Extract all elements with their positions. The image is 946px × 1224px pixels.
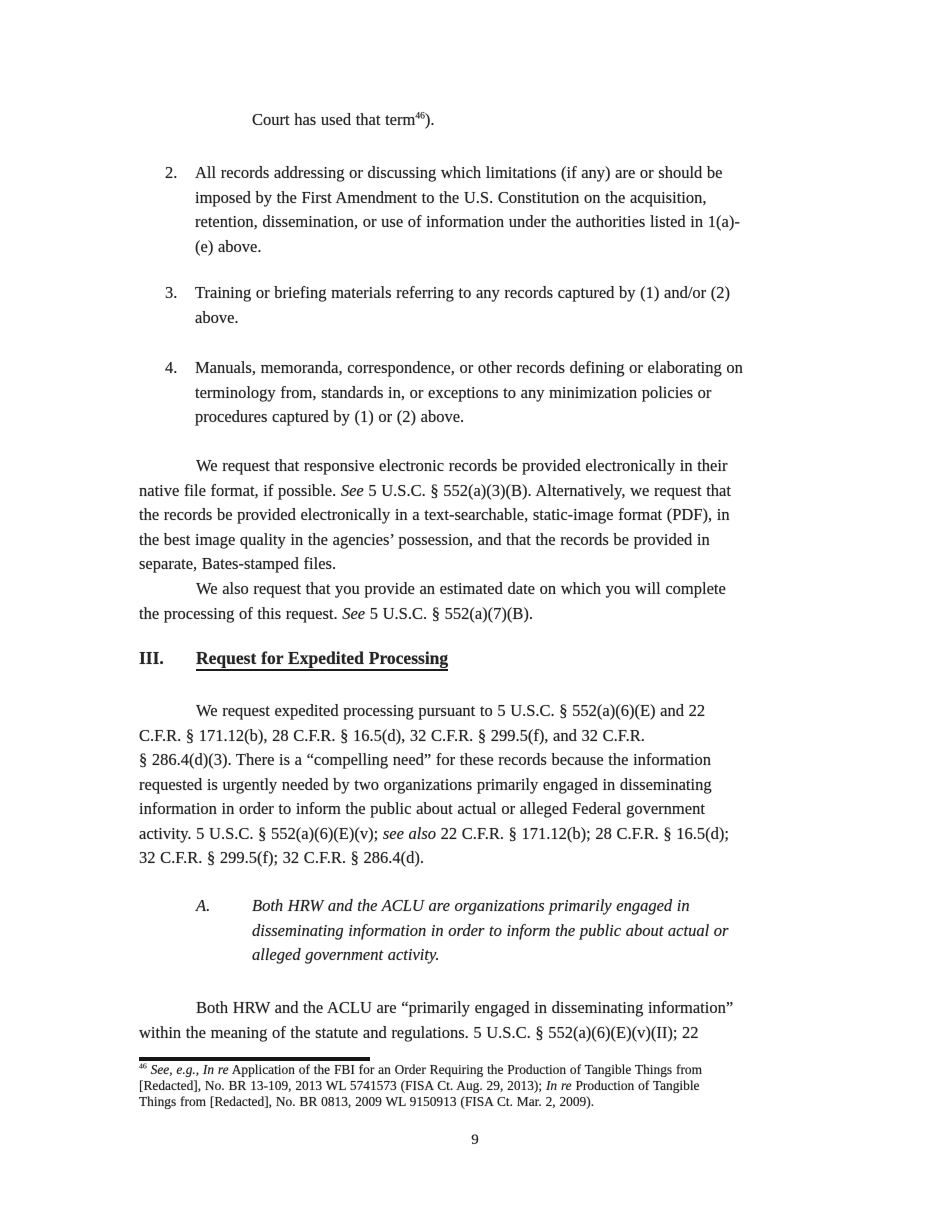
list-item-number: 3.	[165, 283, 178, 302]
list-item-number: 2.	[165, 163, 178, 182]
text-line: requested is urgently needed by two organizations primarily engaged in disseminating	[139, 774, 712, 794]
list-item-number: 4.	[165, 358, 178, 377]
text-line: § 286.4(d)(3). There is a “compelling need” for these records because the information	[139, 750, 711, 769]
text-line: We request that responsive electronic records be provided electronically in their	[196, 456, 728, 475]
footnote-line: Things from [Redacted], No. BR 0813, 2009 WL 9150913 (FISA Ct. Mar. 2, 2009).	[139, 1094, 595, 1110]
text-line: alleged government activity.	[252, 945, 440, 964]
text-line: Both HRW and the ACLU are “primarily engaged in disseminating information”	[196, 998, 734, 1017]
text-line: imposed by the First Amendment to the U.S. Constitution on the acquisition,	[195, 187, 707, 207]
text-line: All records addressing or discussing which limitations (if any) are or should be	[195, 163, 723, 182]
section-number: III.	[139, 648, 164, 668]
text-line: terminology from, standards in, or exceptions to any minimization policies or	[195, 382, 712, 402]
list-item-2	[165, 161, 845, 259]
footnote-line: $^{46}$ See, e.g., In re Application of the FBI for an Order Requiring the Production of Tangible Things from	[139, 1061, 703, 1077]
text-line: the processing of this request. See 5 U.S.C. § 552(a)(7)(B).	[139, 603, 534, 623]
text-line: procedures captured by (1) or (2) above.	[195, 407, 465, 426]
text-line: the records be provided electronically in a text-searchable, static-image format (PDF), in	[139, 505, 730, 524]
text-line: the best image quality in the agencies’ possession, and that the records be provided in	[139, 529, 710, 549]
text-line: separate, Bates-stamped files.	[139, 554, 337, 573]
text-line: Manuals, memoranda, correspondence, or other records defining or elaborating on	[195, 358, 743, 377]
section-heading	[139, 645, 448, 671]
section-title: Request for Expedited Processing	[196, 648, 448, 671]
paragraph-format-request	[139, 454, 829, 577]
text-line: Training or briefing materials referring to any records captured by (1) and/or (2)	[195, 283, 731, 302]
footnote-46	[139, 1062, 829, 1111]
page-number: 9	[471, 1132, 479, 1148]
text-line: 32 C.F.R. § 299.5(f); 32 C.F.R. § 286.4(d).	[139, 848, 425, 867]
paragraph-expedited-processing	[139, 699, 829, 871]
subsection-heading-a	[196, 894, 796, 968]
text-line: C.F.R. § 171.12(b), 28 C.F.R. § 16.5(d), 32 C.F.R. § 299.5(f), and 32 C.F.R.	[139, 725, 645, 745]
text-line: retention, dissemination, or use of information under the authorities listed in 1(a)-	[195, 212, 740, 231]
list-item-4	[165, 356, 845, 430]
text-line: disseminating information in order to inform the public about actual or	[252, 920, 729, 940]
text-line: information in order to inform the public about actual or alleged Federal government	[139, 799, 705, 818]
text-line: activity. 5 U.S.C. § 552(a)(6)(E)(v); see also 22 C.F.R. § 171.12(b); 28 C.F.R. § 16.5(d);	[139, 823, 729, 843]
intro-continuation-line: Court has used that term$^{46}$).	[252, 110, 435, 129]
list-item-3	[165, 281, 845, 330]
text-line: above.	[195, 307, 239, 327]
footnote-separator-rule	[139, 1057, 370, 1061]
text-line: native file format, if possible. See 5 U.S.C. § 552(a)(3)(B). Alternatively, we request that	[139, 480, 731, 500]
text-line: Both HRW and the ACLU are organizations primarily engaged in	[252, 896, 690, 915]
subsection-label: A.	[196, 896, 211, 915]
paragraph-primarily-engaged	[139, 996, 829, 1045]
text-line: (e) above.	[195, 236, 262, 256]
footnote-line: [Redacted], No. BR 13-109, 2013 WL 5741573 (FISA Ct. Aug. 29, 2013); In re Production of Tangible	[139, 1078, 700, 1094]
paragraph-estimated-date	[139, 577, 829, 626]
text-line: We request expedited processing pursuant to 5 U.S.C. § 552(a)(6)(E) and 22	[196, 701, 706, 720]
text-line: We also request that you provide an estimated date on which you will complete	[196, 579, 726, 598]
text-line: within the meaning of the statute and regulations. 5 U.S.C. § 552(a)(6)(E)(v)(II); 22	[139, 1022, 699, 1042]
